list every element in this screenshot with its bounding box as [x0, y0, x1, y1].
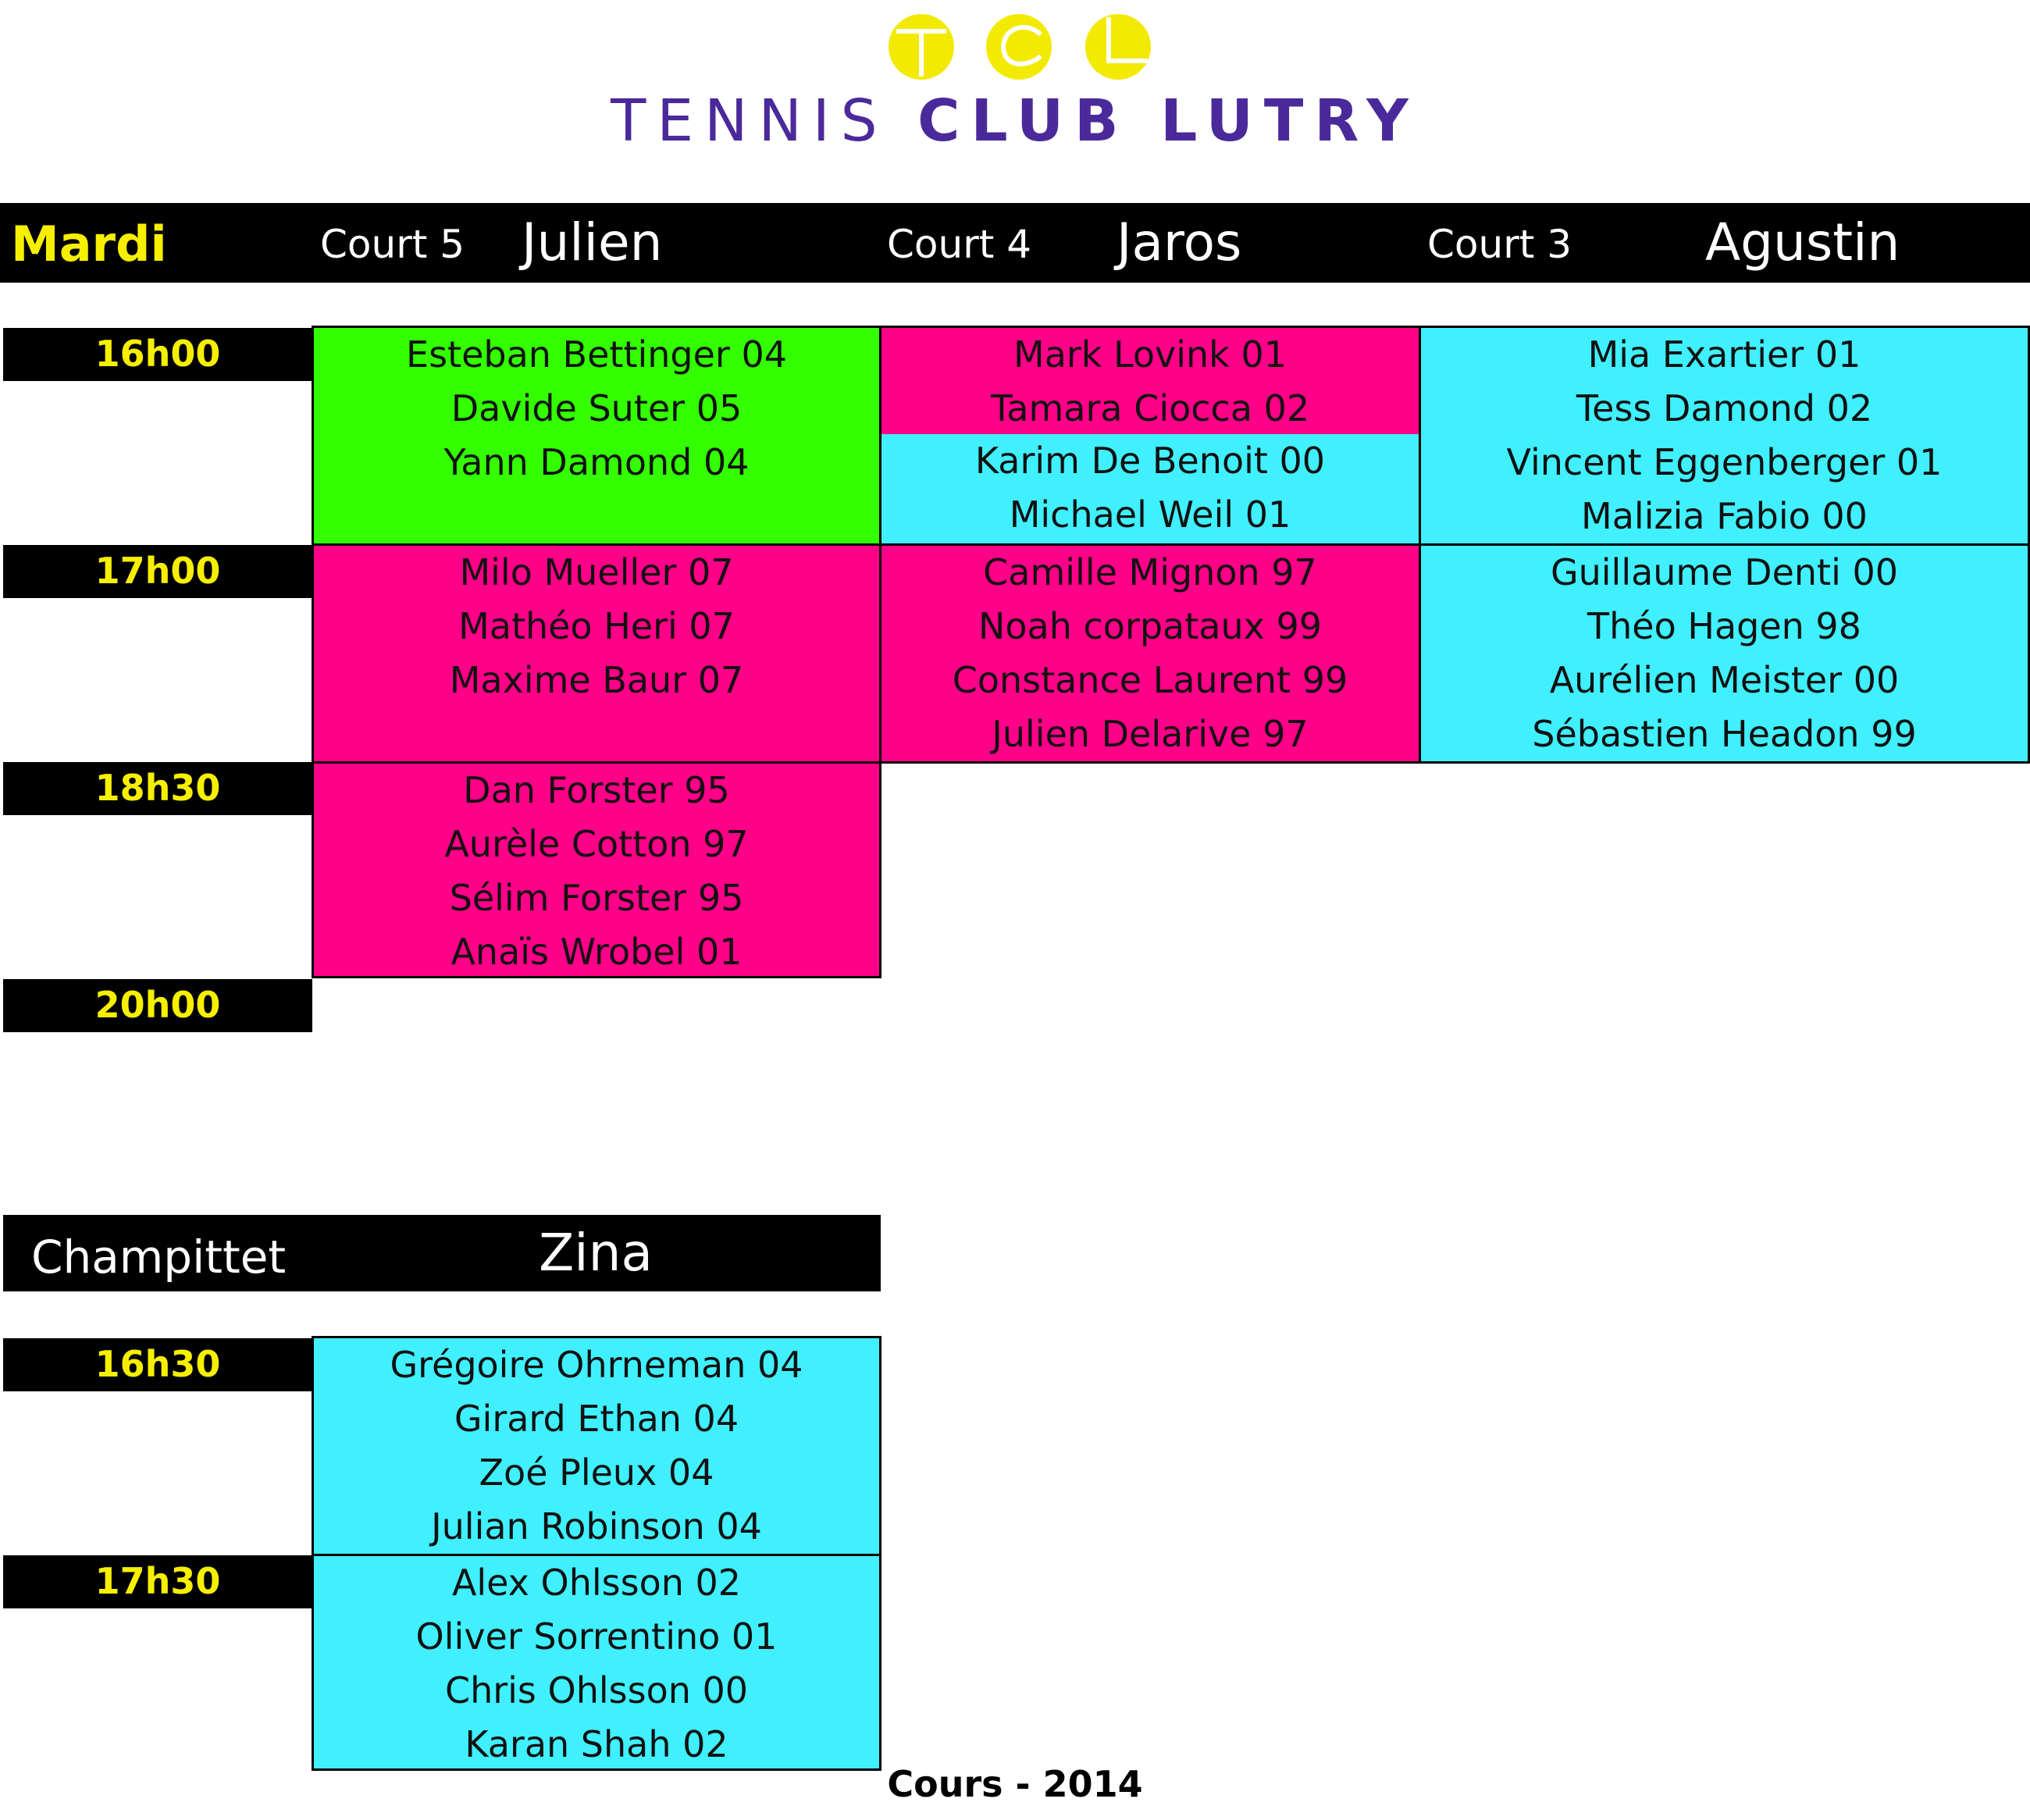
player-name: Julian Robinson 04 [431, 1505, 762, 1548]
tennis-ball-l-icon [1085, 14, 1151, 80]
player-name: Davide Suter 05 [451, 387, 743, 429]
player-name: Karan Shah 02 [465, 1723, 728, 1765]
schedule-header-bar [0, 203, 2030, 283]
player-name: Michael Weil 01 [1009, 493, 1291, 536]
player-name: Noah corpataux 99 [978, 605, 1322, 647]
lesson-court4-1700 [879, 543, 1421, 764]
lesson-court5-1600 [312, 326, 881, 546]
player-name: Milo Mueller 07 [459, 551, 734, 593]
player-name: Anaïs Wrobel 01 [451, 931, 743, 973]
footer-title: Cours - 2014 [887, 1763, 1143, 1805]
player-name: Maxime Baur 07 [449, 659, 744, 701]
time-label-1600: 16h00 [3, 328, 312, 381]
player-name: Chris Ohlsson 00 [444, 1669, 749, 1711]
player-name: Guillaume Denti 00 [1550, 551, 1899, 593]
time-label-1830: 18h30 [3, 762, 312, 815]
logo-text-club-lutry: CLUB LUTRY [917, 87, 1419, 155]
lesson-court3-1700 [1419, 543, 2030, 764]
player-name: Grégoire Ohrneman 04 [390, 1344, 803, 1386]
player-name: Yann Damond 04 [443, 441, 750, 483]
player-name: Karim De Benoit 00 [974, 440, 1326, 482]
coach-court-3: Agustin [1705, 212, 1900, 272]
day-label: Mardi [11, 215, 167, 272]
player-name: Tess Damond 02 [1576, 387, 1873, 429]
player-name: Vincent Eggenberger 01 [1506, 441, 1943, 483]
player-name: Sébastien Headon 99 [1532, 713, 1917, 755]
player-name: Sélim Forster 95 [449, 877, 744, 919]
coach-bar-champittet [311, 1215, 881, 1291]
coach-court-4: Jaros [1116, 212, 1242, 272]
lesson-court3-1600 [1419, 326, 2030, 546]
court-3-label: Court 3 [1427, 222, 1572, 267]
player-name: Aurèle Cotton 97 [444, 823, 749, 865]
time-label-2000: 20h00 [3, 979, 312, 1032]
player-name: Tamara Ciocca 02 [990, 387, 1310, 429]
tennis-ball-t-icon [889, 14, 954, 80]
coach-champittet: Zina [539, 1223, 653, 1283]
time-label-1700: 17h00 [3, 545, 312, 598]
coach-court-5: Julien [522, 212, 663, 272]
location-bar [3, 1215, 312, 1291]
time-label-1630: 16h30 [3, 1338, 312, 1391]
player-name: Esteban Bettinger 04 [406, 333, 787, 376]
player-name: Constance Laurent 99 [952, 659, 1348, 701]
lesson-court4-1600-group-a [879, 326, 1421, 437]
location-label: Champittet [31, 1231, 287, 1284]
player-name: Zoé Pleux 04 [479, 1451, 714, 1494]
time-label-1730: 17h30 [3, 1555, 312, 1608]
player-name: Théo Hagen 98 [1587, 605, 1861, 647]
lesson-champittet-1730 [312, 1554, 881, 1771]
player-name: Aurélien Meister 00 [1549, 659, 1900, 701]
logo-text [0, 87, 2030, 155]
player-name: Malizia Fabio 00 [1581, 495, 1868, 537]
player-name: Mark Lovink 01 [1013, 333, 1287, 376]
player-name: Girard Ethan 04 [454, 1398, 739, 1440]
court-5-label: Court 5 [320, 222, 465, 267]
player-name: Julien Delarive 97 [992, 713, 1309, 755]
player-name: Alex Ohlsson 02 [451, 1562, 742, 1604]
lesson-court5-1700 [312, 543, 881, 764]
player-name: Oliver Sorrentino 01 [415, 1615, 778, 1658]
tennis-ball-c-icon [986, 14, 1052, 80]
lesson-court5-1830 [312, 761, 881, 978]
court-4-label: Court 4 [887, 222, 1032, 267]
player-name: Mia Exartier 01 [1587, 333, 1861, 376]
player-name: Dan Forster 95 [463, 769, 730, 811]
lesson-court4-1600-group-b [879, 434, 1421, 546]
player-name: Mathéo Heri 07 [458, 605, 735, 647]
logo-text-tennis: TENNIS [611, 87, 889, 155]
lesson-champittet-1630 [312, 1336, 881, 1556]
player-name: Camille Mignon 97 [983, 551, 1317, 593]
